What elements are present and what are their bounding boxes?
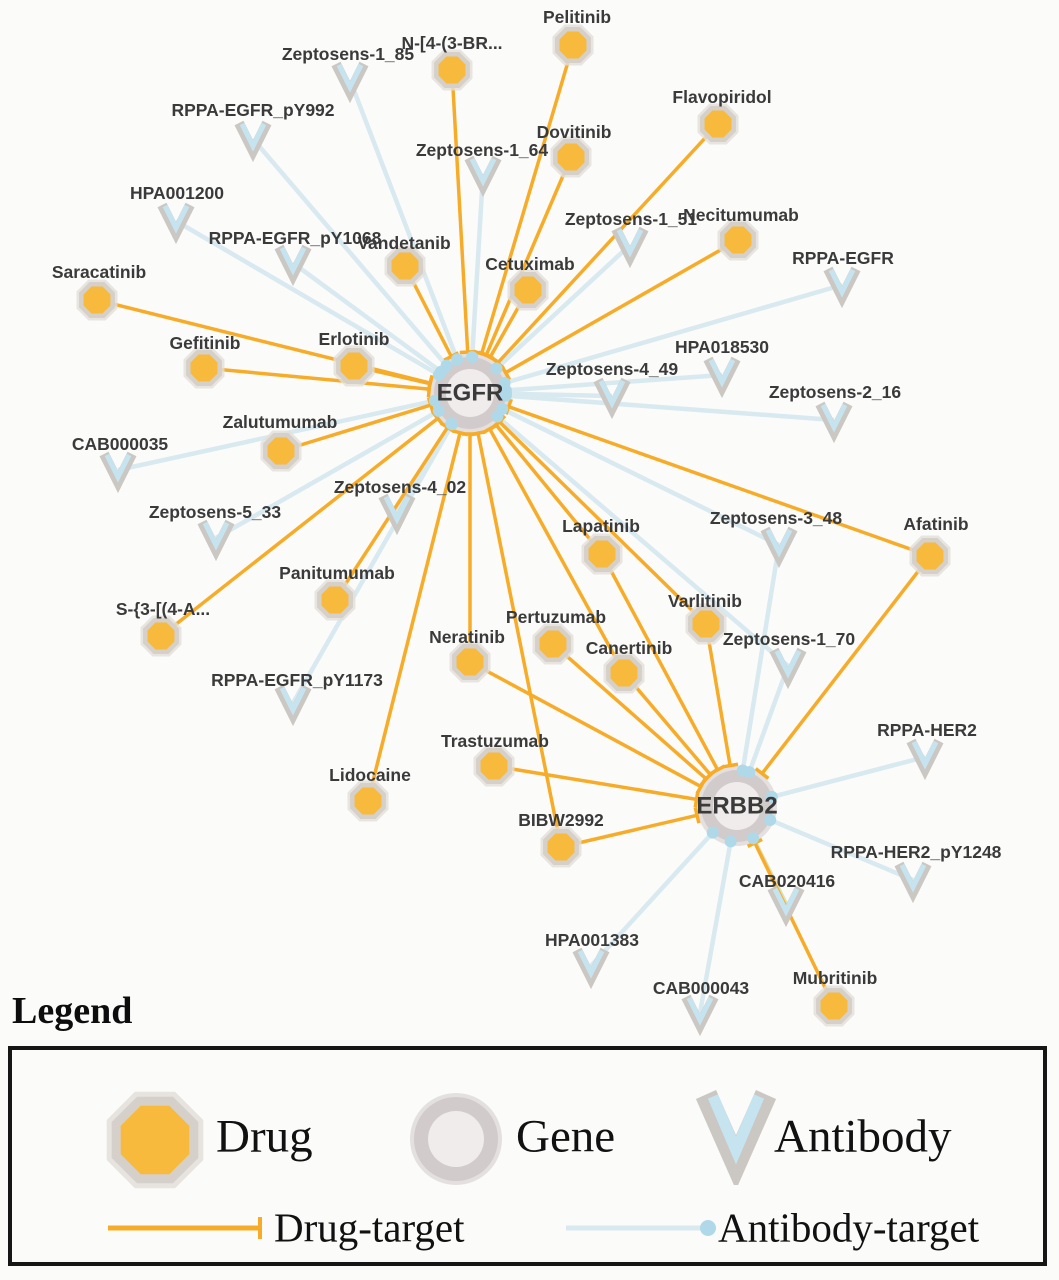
node-label-neratinib: Neratinib (429, 627, 505, 647)
drug-octagon (265, 435, 296, 466)
node-hpa018530[interactable] (708, 359, 736, 387)
drug-octagon (690, 608, 721, 639)
node-label-z5_33: Zeptosens-5_33 (148, 502, 282, 522)
legend-label-drug-target: Drug-target (274, 1204, 465, 1251)
node-label-hpa018530: HPA018530 (674, 337, 770, 357)
node-bibw2992[interactable] (543, 829, 580, 866)
node-canertinib[interactable] (606, 655, 643, 692)
node-label-hpa001200: HPA001200 (129, 183, 225, 203)
node-label-varlitinib: Varlitinib (668, 591, 742, 611)
node-lidocaine[interactable] (350, 783, 387, 820)
node-label-cab000043: CAB000043 (652, 978, 750, 998)
drug-octagon (512, 274, 543, 305)
node-zalutumumab[interactable] (263, 433, 300, 470)
drug-octagon (557, 29, 588, 60)
edge-rppa_her2-ERBB2 (772, 757, 925, 797)
antibody-edge-dot-rppa_egfr_py1068-EGFR (435, 366, 447, 378)
drug-octagon (319, 584, 350, 615)
drug-octagon (188, 352, 219, 383)
drug-octagon (818, 990, 849, 1021)
node-label-gefitinib: Gefitinib (169, 333, 241, 353)
labels-layer (52, 7, 1002, 998)
node-label-rppa_egfr_py1068: RPPA-EGFR_pY1068 (208, 228, 382, 248)
node-label-dovitinib: Dovitinib (536, 122, 612, 142)
node-label-cab000035: CAB000035 (71, 434, 169, 454)
antibody-edge-dot-z5_33-EGFR (433, 405, 445, 417)
node-label-flavopiridol: Flavopiridol (672, 87, 772, 107)
node-label-erlotinib: Erlotinib (318, 329, 390, 349)
node-label-trastuzumab: Trastuzumab (441, 731, 549, 751)
node-rppa_her2[interactable] (911, 741, 939, 769)
node-lapatinib[interactable] (584, 536, 621, 573)
node-neratinib[interactable] (452, 644, 489, 681)
node-label-z1_64: Zeptosens-1_64 (415, 140, 549, 160)
antibody-edge-dot-z1_70-EGFR (491, 410, 503, 422)
node-label-rppa_egfr: RPPA-EGFR (792, 248, 894, 268)
node-label-z3_48: Zeptosens-3_48 (709, 508, 843, 528)
legend-label-gene: Gene (516, 1110, 616, 1163)
node-label-mubritinib: Mubritinib (792, 968, 878, 988)
edge-n4_3br-EGFR (452, 70, 468, 352)
node-label-cab020416: CAB020416 (738, 871, 836, 891)
node-trastuzumab[interactable] (476, 748, 513, 785)
node-label-z4_49: Zeptosens-4_49 (545, 359, 679, 379)
node-label-pertuzumab: Pertuzumab (505, 607, 607, 627)
drug-octagon (702, 108, 733, 139)
node-label-zalutumumab: Zalutumumab (222, 412, 338, 432)
antibody-target-edge-icon (562, 1210, 722, 1246)
antibody-edge-dot-z1_64-EGFR (466, 351, 478, 363)
legend-box (8, 1046, 1047, 1266)
node-cetuximab[interactable] (510, 272, 547, 309)
node-label-canertinib: Canertinib (585, 638, 673, 658)
node-mubritinib[interactable] (816, 988, 853, 1025)
node-varlitinib[interactable] (688, 606, 725, 643)
drug-octagon (389, 250, 420, 281)
node-label-bibw2992: BIBW2992 (518, 810, 604, 830)
node-label-lidocaine: Lidocaine (329, 765, 411, 785)
node-dovitinib[interactable] (553, 139, 590, 176)
legend-drug-octagon (116, 1101, 194, 1179)
edge-trastuzumab-ERBB2 (494, 766, 697, 799)
node-vandetanib[interactable] (387, 248, 424, 285)
edge-gefitinib-EGFR (204, 368, 429, 389)
gene-label-EGFR: EGFR (436, 379, 504, 407)
drug-octagon (608, 657, 639, 688)
node-label-rppa_egfr_py1173: RPPA-EGFR_pY1173 (211, 670, 383, 690)
drug-node-icon (100, 1085, 210, 1195)
antibody-edge-dot-hpa001383-ERBB2 (707, 827, 719, 839)
node-rppa_egfr_py992[interactable] (239, 123, 267, 151)
node-label-saracatinib: Saracatinib (51, 262, 147, 282)
edge-z1_64-EGFR (472, 174, 483, 357)
legend-antibody-edge-dot (700, 1220, 716, 1236)
node-label-pelitinib: Pelitinib (542, 7, 612, 27)
antibody-edge-dot-z1_51-EGFR (490, 363, 502, 375)
drug-octagon (478, 750, 509, 781)
antibody-edge-dot-cab020416-ERBB2 (747, 832, 759, 844)
node-label-rppa_her2: RPPA-HER2 (877, 720, 977, 740)
node-label-z2_16: Zeptosens-2_16 (768, 382, 902, 402)
legend-label-antibody-target: Antibody-target (718, 1204, 980, 1251)
node-necitumumab[interactable] (720, 222, 757, 259)
node-label-n4_3br: N-[4-(3-BR... (401, 33, 503, 53)
legend-label-drug: Drug (216, 1110, 313, 1163)
drug-octagon (436, 54, 467, 85)
legend-gene-core (428, 1111, 484, 1167)
node-label-lapatinib: Lapatinib (562, 516, 640, 536)
node-z1_85[interactable] (336, 64, 364, 92)
node-erlotinib[interactable] (336, 348, 373, 385)
drug-octagon (722, 224, 753, 255)
antibody-edge-dot-rppa_egfr_py1173-EGFR (446, 418, 458, 430)
drug-octagon (555, 141, 586, 172)
gene-node-icon (406, 1089, 506, 1189)
node-label-rppa_egfr_py992: RPPA-EGFR_pY992 (171, 100, 335, 120)
drug-octagon (352, 785, 383, 816)
node-label-panitumumab: Panitumumab (279, 563, 395, 583)
node-label-z1_51: Zeptosens-1_51 (564, 209, 698, 229)
legend-label-antibody: Antibody (774, 1110, 952, 1163)
node-label-z1_70: Zeptosens-1_70 (722, 629, 856, 649)
drug-target-edge-icon (104, 1210, 274, 1246)
node-panitumumab[interactable] (317, 582, 354, 619)
drug-octagon (81, 284, 112, 315)
drug-octagon (545, 831, 576, 862)
drug-octagon (586, 538, 617, 569)
drug-octagon (145, 620, 176, 651)
node-s3_4a[interactable] (143, 618, 180, 655)
node-afatinib[interactable] (912, 538, 949, 575)
node-label-necitumumab: Necitumumab (683, 205, 799, 225)
node-gefitinib[interactable] (186, 350, 223, 387)
node-label-afatinib: Afatinib (903, 514, 969, 534)
drug-octagon (914, 540, 945, 571)
legend-title: Legend (12, 990, 133, 1032)
antibody-edge-dot-cab000043-ERBB2 (725, 835, 737, 847)
node-pertuzumab[interactable] (535, 626, 572, 663)
antibody-node-icon (686, 1080, 786, 1185)
node-label-z4_02: Zeptosens-4_02 (333, 477, 467, 497)
drug-octagon (537, 628, 568, 659)
node-saracatinib[interactable] (79, 282, 116, 319)
antibody-edge-dot-z1_70-ERBB2 (743, 766, 755, 778)
node-label-z1_85: Zeptosens-1_85 (281, 44, 415, 64)
node-z1_64[interactable] (469, 158, 497, 186)
gene-label-ERBB2: ERBB2 (696, 792, 778, 820)
node-label-s3_4a: S-{3-[(4-A... (115, 599, 211, 619)
drug-octagon (338, 350, 369, 381)
node-label-cetuximab: Cetuximab (485, 254, 575, 274)
node-label-rppa_her2_py1248: RPPA-HER2_pY1248 (830, 842, 1002, 862)
antibody-edge-dot-z1_85-EGFR (451, 353, 463, 365)
node-pelitinib[interactable] (555, 27, 592, 64)
node-rppa_egfr[interactable] (828, 269, 856, 297)
node-n4_3br[interactable] (434, 52, 471, 89)
node-label-vandetanib: Vandetanib (357, 233, 451, 253)
node-label-hpa001383: HPA001383 (544, 930, 640, 950)
drug-octagon (454, 646, 485, 677)
node-flavopiridol[interactable] (700, 106, 737, 143)
